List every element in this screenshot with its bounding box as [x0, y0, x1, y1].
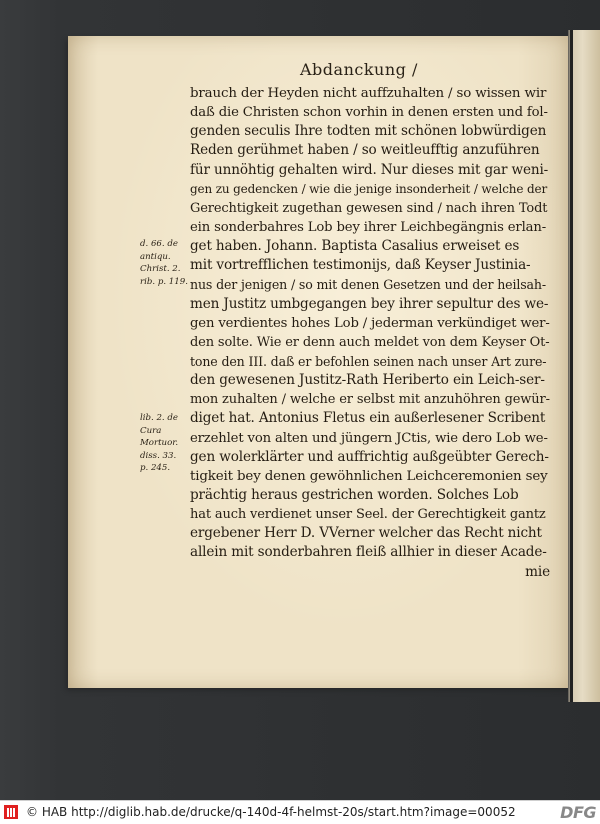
- text-line: daß die Christen schon vorhin in denen ersten und fol-: [190, 105, 548, 121]
- text-line: genden seculis Ihre todten mit schönen lobwürdigen: [190, 123, 547, 140]
- text-line: nus der jenigen / so mit denen Gesetzen und der heilsah-: [190, 277, 546, 293]
- text-line: Reden gerühmet haben / so weitleufftig anzuführen: [190, 142, 540, 159]
- marginal-note: [140, 412, 190, 475]
- text-line: mit vortrefflichen testimonijs, daß Keyser Justinia-: [190, 257, 531, 274]
- text-line: den solte. Wie er denn auch meldet von dem Keyser Ot-: [190, 334, 550, 350]
- text-line: prächtig heraus gestrichen worden. Solches Lob: [190, 486, 519, 503]
- text-line: tone den III. daß er befohlen seinen nach unser Art zure-: [190, 353, 547, 369]
- text-line: hat auch verdienet unser Seel. der Gerechtigkeit gantz: [190, 507, 546, 523]
- marginal-note: [140, 238, 190, 288]
- text-line: get haben. Johann. Baptista Casalius erweiset es: [190, 238, 520, 255]
- text-line: gen verdientes hohes Lob / jederman verkündiget wer-: [190, 315, 550, 331]
- running-head: Abdanckung /: [300, 60, 418, 79]
- text-line: diget hat. Antonius Fletus ein außerlesener Scribent: [190, 410, 546, 427]
- marginal-note-line: Mortuor.: [140, 438, 179, 449]
- footer-credit-link[interactable]: © HAB http://diglib.hab.de/drucke/q-140d-4f-helmst-20s/start.htm?image=00052: [26, 805, 516, 819]
- marginal-note-line: p. 245.: [140, 463, 171, 474]
- text-line: ergebener Herr D. VVerner welcher das Recht nicht: [190, 525, 542, 542]
- copyright-badge-icon: [4, 805, 18, 819]
- text-line: für unnöhtig gehalten wird. Nur dieses mit gar weni-: [190, 161, 549, 178]
- text-line: men Justitz umbgegangen bey ihrer sepultur des we-: [190, 295, 549, 312]
- marginal-note-line: d. 66. de: [140, 239, 178, 249]
- text-line: ein sonderbahres Lob bey ihrer Leichbegängnis erlan-: [190, 219, 547, 235]
- marginal-note-line: Cura: [140, 425, 162, 436]
- text-line: gen wolerklärter und auffrichtig außgeübter Gerech-: [190, 448, 549, 465]
- text-line: tigkeit bey denen gewöhnlichen Leichceremonien sey: [190, 468, 548, 484]
- text-line: gen zu gedencken / wie die jenige insonderheit / welche der: [190, 181, 548, 196]
- next-page-edge: [568, 30, 600, 702]
- marginal-note-line: rib. p. 119.: [140, 276, 188, 287]
- marginal-note-line: diss. 33.: [140, 450, 177, 461]
- marginal-note-line: lib. 2. de: [140, 413, 178, 423]
- marginal-note-line: Christ. 2.: [140, 264, 181, 275]
- body-text: [190, 84, 550, 582]
- dfg-logo: DFG: [560, 803, 596, 822]
- text-line: Gerechtigkeit zugethan gewesen sind / nach ihren Todt: [190, 200, 548, 216]
- text-line: den gewesenen Justitz-Rath Heriberto ein Leich-ser-: [190, 372, 545, 389]
- footer-bar: [0, 800, 600, 824]
- text-line: allein mit sonderbahren fleiß allhier in dieser Acade-: [190, 544, 547, 561]
- text-line: erzehlet von alten und jüngern JCtis, wie dero Lob we-: [190, 430, 548, 446]
- text-line: mon zuhalten / welche er selbst mit anzuhöhren gewür-: [190, 392, 550, 408]
- marginal-note-line: antiqu.: [140, 251, 171, 262]
- text-line: brauch der Heyden nicht auffzuhalten / so wissen wir: [190, 86, 547, 101]
- catchword: mie: [525, 563, 550, 580]
